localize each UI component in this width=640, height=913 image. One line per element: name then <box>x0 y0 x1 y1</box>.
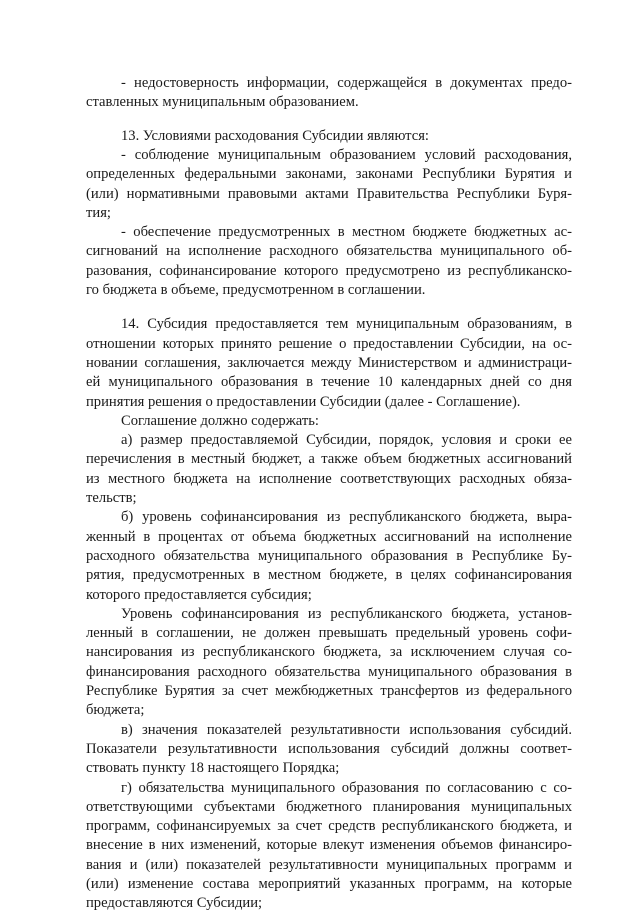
text-line: 14. Субсидия предоставляется тем муниципальным образованиям, в <box>121 316 572 333</box>
text-line: расходного обязательства муниципального образования в Республике Бу- <box>86 547 572 564</box>
text-line: сигнований на исполнение расходного обязательства муниципального об- <box>86 243 572 260</box>
text-line: которого предоставляется субсидия; <box>86 586 312 603</box>
text-line: - недостоверность информации, содержащейся в документах предо- <box>121 75 572 91</box>
text-line: предоставляются Субсидии; <box>86 895 263 912</box>
text-line: г) обязательства муниципального образования по согласованию с со- <box>121 779 572 796</box>
text-line: разования, софинансирование которого предусмотрено из республиканско- <box>86 262 572 279</box>
text-line: нансирования из республиканского бюджета, за исключением случая со- <box>86 644 572 661</box>
text-line: Показатели результативности использования субсидий должны соответ- <box>86 740 572 757</box>
text-line: принятия решения о предоставлении Субсидии (далее - Соглашение). <box>86 393 521 410</box>
text-line: в) значения показателей результативности использования субсидий. <box>121 721 572 738</box>
text-line: тельств; <box>86 490 137 506</box>
text-line: ставленных муниципальным образованием. <box>86 94 359 111</box>
text-line: определенных федеральными законами, законами Республики Бурятия и <box>86 166 572 183</box>
text-line: го бюджета в объеме, предусмотренном в соглашении. <box>86 282 426 298</box>
text-line: ствовать пункту 18 настоящего Порядка; <box>86 760 340 777</box>
text-line: Соглашение должно содержать: <box>121 412 319 429</box>
text-line: тия; <box>86 204 111 221</box>
text-line: а) размер предоставляемой Субсидии, порядок, условия и сроки ее <box>121 432 572 449</box>
text-line: бюджета; <box>86 702 145 719</box>
text-line: из местного бюджета на исполнение соответствующих расходных обяза- <box>86 470 572 487</box>
text-line: внесение в них изменений, которые влекут изменения объемов финансиро- <box>86 837 572 854</box>
text-line: отношении которых принято решение о предоставлении Субсидии, на ос- <box>86 335 572 352</box>
text-line: программ, софинансируемых за счет средств республиканского бюджета, и <box>86 818 572 835</box>
text-line: вания и (или) показателей результативности муниципальных программ и <box>86 856 572 873</box>
text-line: (или) изменение состава мероприятий указанных программ, на которые <box>86 876 572 892</box>
text-line: - обеспечение предусмотренных в местном бюджете бюджетных ас- <box>121 224 572 241</box>
paragraph-heading: 13. Условиями расходования Субсидии являются: <box>121 127 429 144</box>
text-line: рятия, предусмотренных в местном бюджете, в целях софинансирования <box>86 567 572 584</box>
text-line: - соблюдение муниципальным образованием условий расходования, <box>121 146 572 163</box>
text-line: перечисления в местный бюджет, а также объем бюджетных ассигнований <box>86 451 572 468</box>
text-line: Уровень софинансирования из республиканского бюджета, установ- <box>121 605 572 622</box>
text-line: (или) нормативными правовыми актами Правительства Республики Буря- <box>86 185 572 202</box>
text-line: новании соглашения, заключается между Министерством и администраци- <box>86 354 572 371</box>
text-line: финансирования расходного обязательства муниципального образования в <box>86 663 572 680</box>
text-line: ответствующими субъектами бюджетного планирования муниципальных <box>86 798 572 815</box>
text-line: женный в процентах от объема бюджетных ассигнований на исполнение <box>86 528 572 545</box>
text-line: Республике Бурятия за счет межбюджетных трансфертов из федерального <box>86 683 572 699</box>
text-line: ленный в соглашении, не должен превышать предельный уровень софи- <box>86 625 572 642</box>
text-line: б) уровень софинансирования из республиканского бюджета, выра- <box>121 509 572 526</box>
text-line: ей муниципального образования в течение 10 календарных дней со дня <box>86 374 572 391</box>
